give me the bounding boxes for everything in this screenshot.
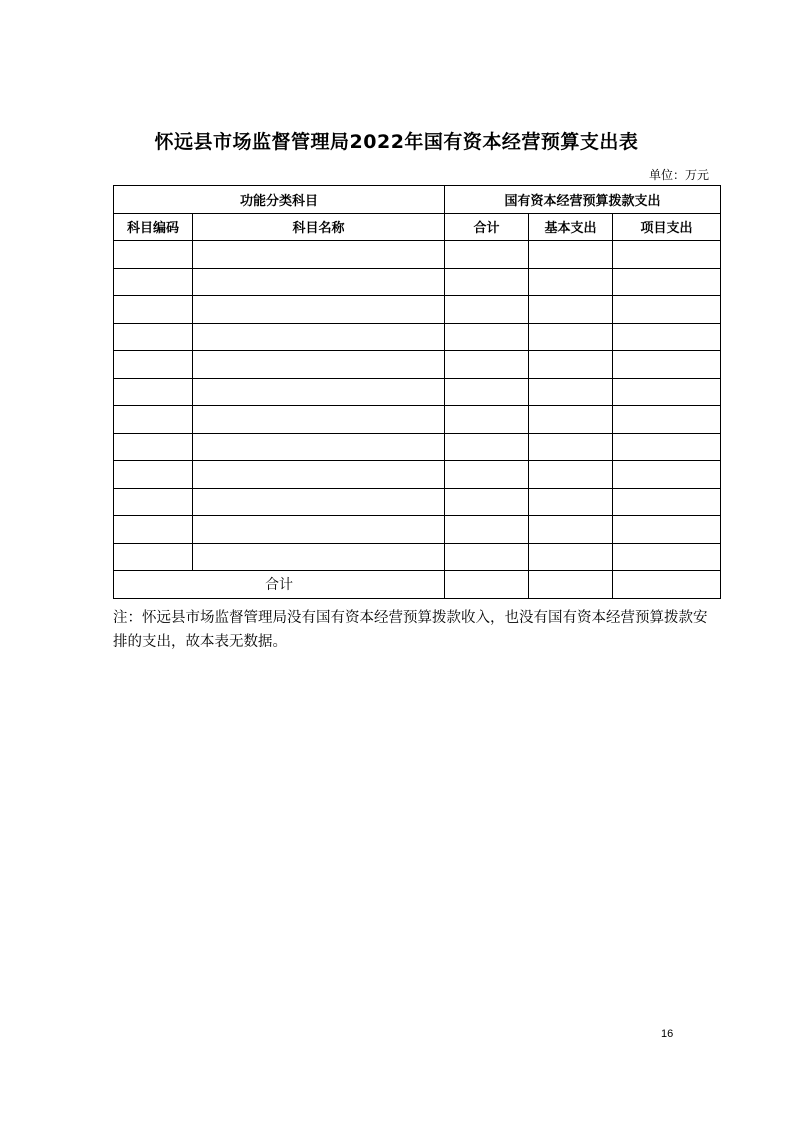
project-cell bbox=[613, 406, 721, 434]
page-number: 16 bbox=[661, 1028, 674, 1040]
project-cell bbox=[613, 433, 721, 461]
basic-cell bbox=[529, 543, 613, 571]
code-cell bbox=[114, 378, 193, 406]
total-cell bbox=[445, 378, 529, 406]
code-cell bbox=[114, 433, 193, 461]
table-note: 注：怀远县市场监督管理局没有国有资本经营预算拨款收入，也没有国有资本经营预算拨款安排的支出，故本表无数据。 bbox=[113, 610, 708, 650]
code-cell bbox=[114, 296, 193, 324]
total-cell bbox=[445, 488, 529, 516]
total-cell bbox=[445, 241, 529, 269]
basic-cell bbox=[529, 516, 613, 544]
total-row-label: 合计 bbox=[114, 571, 445, 599]
total-row bbox=[114, 571, 721, 599]
table-row bbox=[114, 406, 721, 434]
basic-cell bbox=[529, 461, 613, 489]
table-row bbox=[114, 241, 721, 269]
basic-cell bbox=[529, 433, 613, 461]
project-cell bbox=[613, 268, 721, 296]
name-cell bbox=[193, 543, 445, 571]
column-header-project: 项目支出 bbox=[613, 213, 721, 241]
total-project-cell bbox=[613, 571, 721, 599]
name-cell bbox=[193, 433, 445, 461]
total-cell bbox=[445, 516, 529, 544]
budget-table bbox=[113, 185, 721, 599]
group-header-state-capital: 国有资本经营预算拨款支出 bbox=[445, 186, 721, 214]
total-cell bbox=[445, 296, 529, 324]
group-header-row bbox=[114, 186, 721, 214]
code-cell bbox=[114, 488, 193, 516]
unit-label: 单位：万元 bbox=[648, 168, 709, 182]
total-cell bbox=[445, 433, 529, 461]
column-header-code: 科目编码 bbox=[114, 213, 193, 241]
column-header-basic: 基本支出 bbox=[529, 213, 613, 241]
project-cell bbox=[613, 543, 721, 571]
name-cell bbox=[193, 406, 445, 434]
project-cell bbox=[613, 488, 721, 516]
total-cell bbox=[445, 268, 529, 296]
table-row bbox=[114, 323, 721, 351]
total-cell bbox=[445, 543, 529, 571]
basic-cell bbox=[529, 378, 613, 406]
project-cell bbox=[613, 378, 721, 406]
code-cell bbox=[114, 461, 193, 489]
basic-cell bbox=[529, 296, 613, 324]
total-basic-cell bbox=[529, 571, 613, 599]
name-cell bbox=[193, 268, 445, 296]
project-cell bbox=[613, 241, 721, 269]
code-cell bbox=[114, 516, 193, 544]
name-cell bbox=[193, 516, 445, 544]
table-row bbox=[114, 461, 721, 489]
code-cell bbox=[114, 323, 193, 351]
basic-cell bbox=[529, 406, 613, 434]
name-cell bbox=[193, 241, 445, 269]
column-header-row bbox=[114, 213, 721, 241]
project-cell bbox=[613, 516, 721, 544]
table-row bbox=[114, 351, 721, 379]
table-row bbox=[114, 516, 721, 544]
total-cell bbox=[445, 406, 529, 434]
project-cell bbox=[613, 351, 721, 379]
basic-cell bbox=[529, 241, 613, 269]
project-cell bbox=[613, 296, 721, 324]
code-cell bbox=[114, 268, 193, 296]
total-cell bbox=[445, 571, 529, 599]
basic-cell bbox=[529, 268, 613, 296]
table-row bbox=[114, 488, 721, 516]
table-row bbox=[114, 433, 721, 461]
code-cell bbox=[114, 351, 193, 379]
basic-cell bbox=[529, 323, 613, 351]
code-cell bbox=[114, 543, 193, 571]
column-header-total: 合计 bbox=[445, 213, 529, 241]
project-cell bbox=[613, 323, 721, 351]
code-cell bbox=[114, 241, 193, 269]
name-cell bbox=[193, 323, 445, 351]
total-cell bbox=[445, 351, 529, 379]
name-cell bbox=[193, 296, 445, 324]
column-header-name: 科目名称 bbox=[193, 213, 445, 241]
name-cell bbox=[193, 351, 445, 379]
basic-cell bbox=[529, 488, 613, 516]
table-row bbox=[114, 296, 721, 324]
table-row bbox=[114, 378, 721, 406]
total-cell bbox=[445, 461, 529, 489]
page-title: 怀远县市场监督管理局2022年国有资本经营预算支出表 bbox=[154, 131, 639, 153]
table-row bbox=[114, 543, 721, 571]
group-header-functional: 功能分类科目 bbox=[114, 186, 445, 214]
name-cell bbox=[193, 488, 445, 516]
name-cell bbox=[193, 461, 445, 489]
total-cell bbox=[445, 323, 529, 351]
code-cell bbox=[114, 406, 193, 434]
name-cell bbox=[193, 378, 445, 406]
basic-cell bbox=[529, 351, 613, 379]
project-cell bbox=[613, 461, 721, 489]
table-row bbox=[114, 268, 721, 296]
